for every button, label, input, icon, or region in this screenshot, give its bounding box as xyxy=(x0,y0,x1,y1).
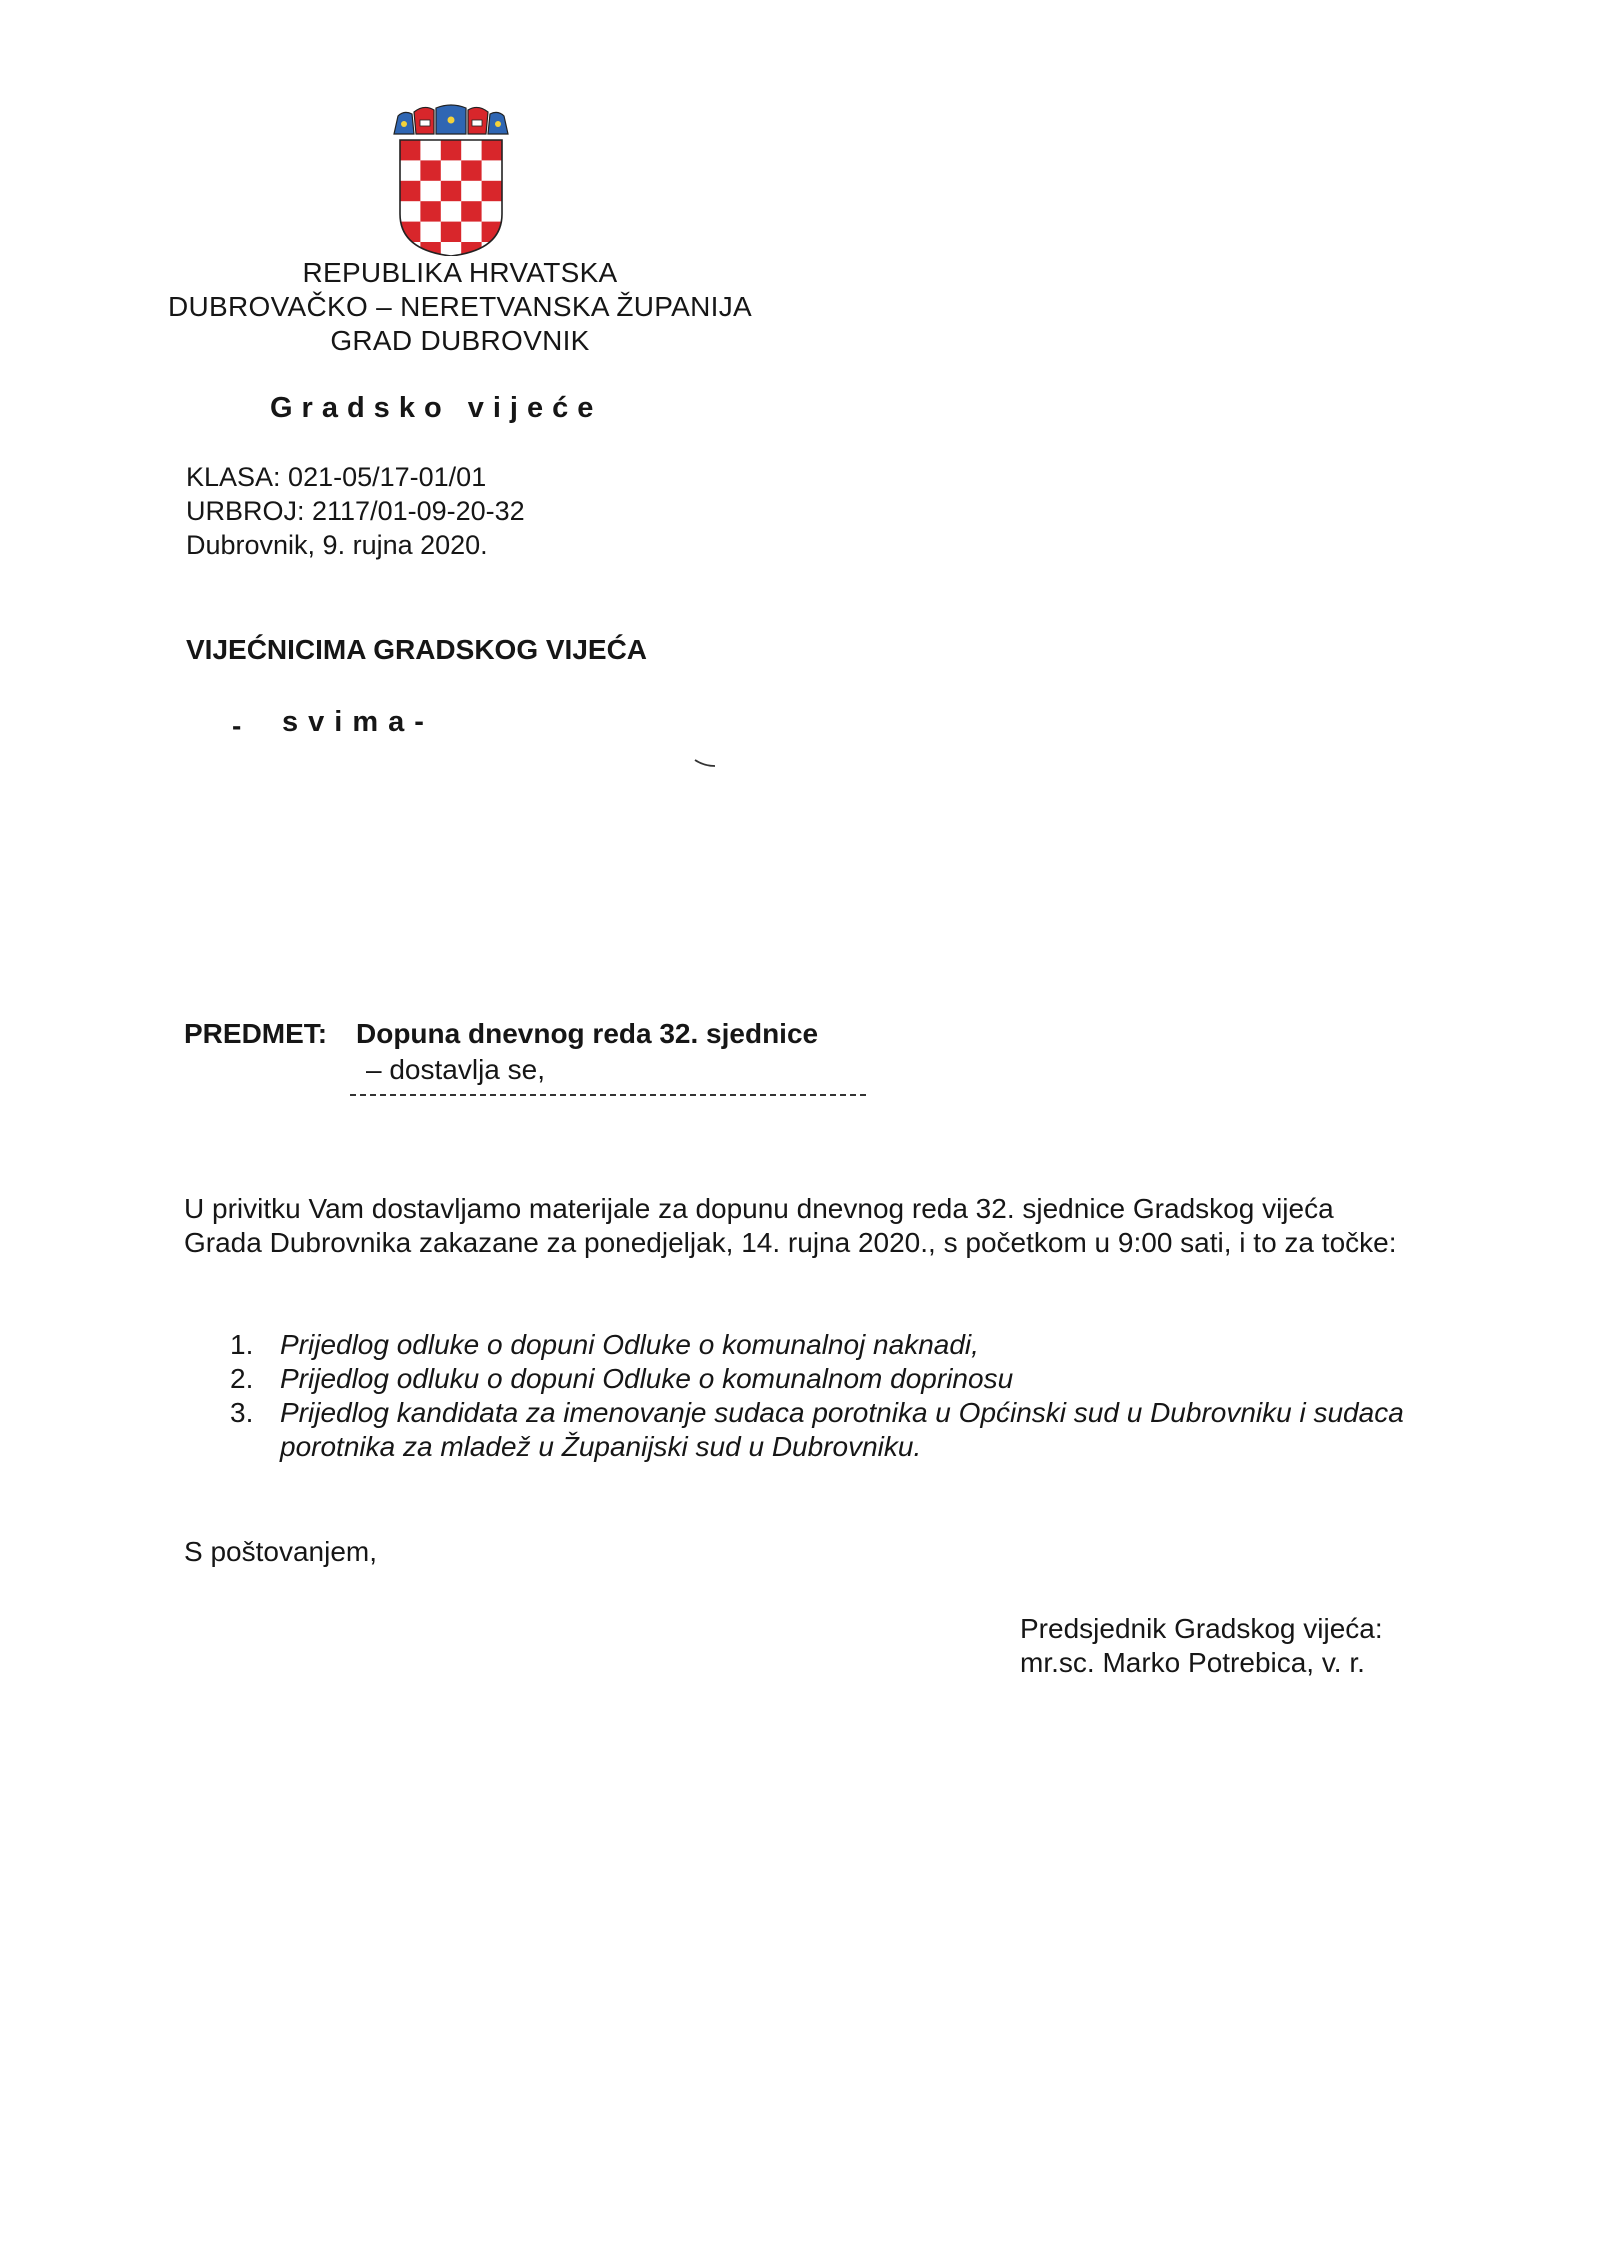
closing-greeting: S poštovanjem, xyxy=(184,1536,377,1567)
header-republic: REPUBLIKA HRVATSKA xyxy=(302,257,618,288)
signer-name: mr.sc. Marko Potrebica, v. r. xyxy=(1020,1647,1365,1678)
agenda-list xyxy=(230,1328,1430,1464)
subject-subtitle: – dostavlja se, xyxy=(366,1054,545,1085)
agenda-item xyxy=(230,1362,1430,1396)
coat-of-arms-icon xyxy=(390,104,512,256)
recipient-dash: - xyxy=(232,710,242,741)
agenda-item-text: Prijedlog odluku o dopuni Odluke o komunalnom doprinosu xyxy=(280,1363,1014,1394)
subject-text: Dopuna dnevnog reda 32. sjednice xyxy=(356,1018,819,1049)
agenda-item-number: 3. xyxy=(230,1397,254,1428)
signer-role: Predsjednik Gradskog vijeća: xyxy=(1020,1613,1383,1644)
recipient-title: VIJEĆNICIMA GRADSKOG VIJEĆA xyxy=(186,634,648,665)
agenda-item-text: Prijedlog odluke o dopuni Odluke o komunalnoj naknadi, xyxy=(280,1329,979,1360)
body-paragraph: U privitku Vam dostavljamo materijale za dopunu dnevnog reda 32. sjednice Gradskog vijeća Grada Dubrovnika zakazane za ponedjeljak, 14. rujna 2020., s početkom u 9:00 sati, i to za točke: xyxy=(184,1193,1397,1258)
subject-label: PREDMET: xyxy=(184,1018,328,1049)
agenda-item xyxy=(230,1328,1430,1362)
agenda-item-number: 2. xyxy=(230,1363,254,1394)
header-county: DUBROVAČKO – NERETVANSKA ŽUPANIJA xyxy=(167,291,753,322)
agenda-item-text: Prijedlog kandidata za imenovanje sudaca porotnika u Općinski sud u Dubrovniku i sudaca porotnika za mladež u Županijski sud u Dubrovniku. xyxy=(280,1397,1404,1462)
header-city: GRAD DUBROVNIK xyxy=(330,325,590,356)
place-date: Dubrovnik, 9. rujna 2020. xyxy=(186,530,488,560)
agenda-item-number: 1. xyxy=(230,1329,254,1360)
urbroj-number: URBROJ: 2117/01-09-20-32 xyxy=(186,496,525,526)
city-council-title: Gradsko vijeće xyxy=(270,392,603,424)
stray-mark-icon xyxy=(694,758,716,768)
klasa-number: KLASA: 021-05/17-01/01 xyxy=(186,462,487,492)
agenda-item xyxy=(230,1396,1430,1464)
subject-divider xyxy=(350,1094,866,1096)
recipient-all: svima- xyxy=(282,706,434,738)
